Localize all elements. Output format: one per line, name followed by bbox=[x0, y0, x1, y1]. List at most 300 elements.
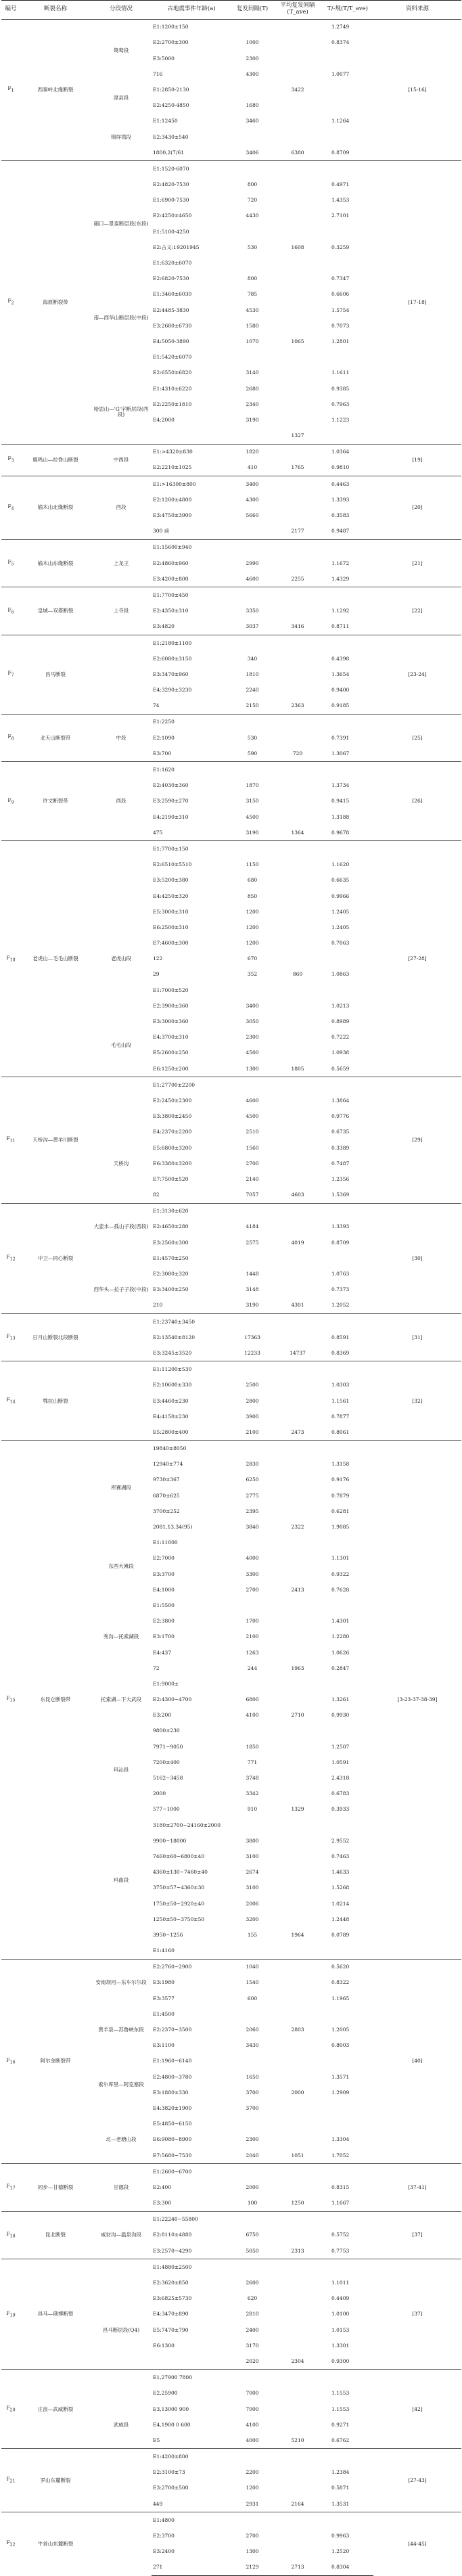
data-source: [40] bbox=[373, 1959, 461, 2163]
recurrence-interval: 2340 bbox=[246, 401, 259, 407]
segment-name bbox=[91, 2370, 152, 2401]
segment-name: 上龙王 bbox=[91, 539, 152, 587]
header-source: 资料来源 bbox=[373, 1, 461, 20]
mean-interval bbox=[273, 951, 322, 967]
event-age: 4360±130~7460±40 bbox=[153, 1869, 208, 1876]
recurrence-interval bbox=[231, 762, 273, 778]
interval-ratio bbox=[322, 1817, 373, 1833]
recurrence-interval: 3400 bbox=[231, 476, 273, 492]
table-row bbox=[1, 161, 461, 177]
segment-name bbox=[91, 161, 152, 193]
interval-ratio: 0.3583 bbox=[331, 512, 350, 518]
segment-name: 西华头—拉子子段(中段) bbox=[93, 1286, 149, 1293]
mean-interval bbox=[273, 1378, 322, 1393]
table-row bbox=[1, 539, 461, 556]
segment-name: 玛曲段 bbox=[113, 1876, 129, 1883]
table-row bbox=[1, 476, 461, 492]
mean-interval bbox=[273, 1551, 322, 1566]
event-age: E1:7700±150 bbox=[152, 841, 231, 857]
event-age: E2:4820-7530 bbox=[153, 181, 189, 188]
recurrence-interval: 6250 bbox=[246, 1476, 259, 1483]
fault-id: $F_{13}$ bbox=[1, 1313, 20, 1361]
interval-ratio: 1.2356 bbox=[331, 1175, 350, 1182]
mean-interval: 2304 bbox=[291, 2357, 304, 2364]
recurrence-interval: 1200 bbox=[246, 924, 259, 930]
mean-interval bbox=[273, 1330, 322, 1345]
interval-ratio: 1.4329 bbox=[331, 575, 350, 582]
interval-ratio: 0.9963 bbox=[331, 2533, 350, 2539]
event-age: E2:4800~3780 bbox=[153, 2073, 192, 2080]
table-row bbox=[1, 2211, 461, 2228]
event-age: E2:1090 bbox=[153, 734, 175, 741]
mean-interval: 1065 bbox=[291, 338, 304, 344]
recurrence-interval: 2060 bbox=[246, 2027, 259, 2033]
event-age: E1:>4320±830 bbox=[152, 444, 231, 460]
recurrence-interval: 3037 bbox=[246, 623, 259, 630]
event-age: E1:4570±250 bbox=[153, 1255, 189, 1261]
fault-name: 牛首山东麓断裂 bbox=[20, 2512, 91, 2576]
recurrence-interval: 4300 bbox=[246, 70, 259, 77]
mean-interval: 4301 bbox=[291, 1302, 304, 1309]
mean-interval: 1963 bbox=[291, 1665, 304, 1671]
recurrence-interval: 352 bbox=[247, 971, 258, 978]
recurrence-interval: 3400 bbox=[246, 1002, 259, 1009]
recurrence-interval: 3748 bbox=[246, 1775, 259, 1781]
fault-id-subscript: 6 bbox=[11, 610, 14, 615]
interval-ratio bbox=[322, 1203, 373, 1219]
event-age: E3:1880±330 bbox=[153, 2089, 189, 2096]
recurrence-interval bbox=[231, 1441, 273, 1457]
event-age: E2:6550±6820 bbox=[153, 369, 192, 376]
event-age: E5:6800±3200 bbox=[153, 1144, 192, 1151]
recurrence-interval: 3840 bbox=[246, 1524, 259, 1530]
mean-interval bbox=[273, 1393, 322, 1409]
event-age: E2:3100±73 bbox=[153, 2469, 185, 2476]
event-age bbox=[152, 2353, 231, 2370]
interval-ratio bbox=[322, 1723, 373, 1739]
interval-ratio: 0.8003 bbox=[331, 2042, 350, 2049]
interval-ratio bbox=[322, 2259, 373, 2276]
recurrence-interval bbox=[231, 1676, 273, 1692]
mean-interval bbox=[273, 2132, 322, 2148]
mean-interval bbox=[273, 1629, 322, 1645]
interval-ratio: 1.3531 bbox=[331, 2500, 350, 2507]
event-age: E6:1300 bbox=[153, 2342, 175, 2349]
fault-name: 天桥沟—黄羊川断裂 bbox=[20, 1077, 91, 1204]
segment-name: 东西大滩段 bbox=[108, 1562, 134, 1569]
recurrence-interval: 155 bbox=[247, 1931, 258, 1938]
interval-ratio: 0.7063 bbox=[331, 940, 350, 947]
event-age: E3:700 bbox=[153, 750, 172, 756]
segment-name: 甘德段 bbox=[91, 2164, 152, 2212]
event-age: E1:4310±6220 bbox=[153, 385, 192, 392]
event-age: E1:1520-6070 bbox=[152, 161, 231, 177]
recurrence-interval: 3050 bbox=[246, 1018, 259, 1024]
fault-id-subscript: 19 bbox=[9, 2313, 16, 2318]
recurrence-interval: 1560 bbox=[246, 1144, 259, 1151]
interval-ratio: 1.1301 bbox=[331, 1555, 350, 1562]
mean-interval bbox=[273, 476, 322, 492]
event-age: E1:4880±2500 bbox=[152, 2259, 231, 2276]
recurrence-interval: 3100 bbox=[246, 1853, 259, 1859]
event-age: E2:6080±3150 bbox=[153, 655, 192, 662]
interval-ratio: 0.5871 bbox=[331, 2485, 350, 2491]
mean-interval bbox=[273, 2481, 322, 2496]
table-row bbox=[1, 1959, 461, 1975]
mean-interval bbox=[273, 129, 322, 145]
mean-interval: 1051 bbox=[291, 2152, 304, 2159]
recurrence-interval: 3350 bbox=[246, 608, 259, 614]
mean-interval bbox=[273, 1313, 322, 1330]
recurrence-interval: 2395 bbox=[246, 1508, 259, 1514]
fault-id: $F_{18}$ bbox=[1, 2211, 20, 2259]
event-age: E3:2570~4290 bbox=[153, 2247, 192, 2254]
event-age: 74 bbox=[153, 702, 160, 709]
recurrence-interval: 3700 bbox=[246, 2104, 259, 2111]
mean-interval: 14737 bbox=[290, 1349, 306, 1356]
recurrence-interval: 4530 bbox=[246, 307, 259, 313]
event-age: 9730±367 bbox=[153, 1476, 180, 1483]
recurrence-interval bbox=[231, 349, 273, 365]
fault-id: $F_1$ bbox=[1, 19, 20, 161]
event-age: 6870±625 bbox=[153, 1492, 180, 1499]
fault-id: $F_6$ bbox=[1, 587, 20, 635]
event-age: 19840±8050 bbox=[152, 1441, 231, 1457]
recurrence-interval bbox=[231, 1313, 273, 1330]
event-age: E3:2680±6730 bbox=[153, 322, 192, 329]
recurrence-interval: 4184 bbox=[246, 1223, 259, 1230]
event-age: E3:4460±230 bbox=[153, 1397, 189, 1404]
mean-interval bbox=[273, 2417, 322, 2433]
mean-interval: 1364 bbox=[291, 829, 304, 836]
mean-interval bbox=[273, 1441, 322, 1457]
recurrence-interval bbox=[231, 1598, 273, 1613]
mean-interval bbox=[273, 365, 322, 381]
segment-name bbox=[91, 2259, 152, 2291]
mean-interval: 2710 bbox=[291, 1712, 304, 1719]
event-age: E2:2210±1025 bbox=[153, 464, 192, 471]
recurrence-interval: 340 bbox=[247, 655, 258, 662]
event-age: E2:2760~2900 bbox=[152, 1959, 231, 1975]
mean-interval bbox=[273, 1140, 322, 1156]
data-source: [37] bbox=[373, 2211, 461, 2259]
interval-ratio: 0.9300 bbox=[331, 2357, 350, 2364]
recurrence-interval: 2400 bbox=[246, 2326, 259, 2333]
fault-name: 日月山断裂北段断裂 bbox=[20, 1313, 91, 1361]
fault-name: 鹿鸣山—拉脊山断裂 bbox=[20, 444, 91, 476]
mean-interval bbox=[273, 412, 322, 428]
recurrence-interval: 3190 bbox=[246, 416, 259, 423]
mean-interval bbox=[273, 193, 322, 208]
event-age: E1:2850-2130 bbox=[153, 86, 189, 93]
interval-ratio: 0.9385 bbox=[331, 385, 350, 392]
mean-interval bbox=[273, 2338, 322, 2353]
recurrence-interval: 4100 bbox=[246, 1712, 259, 1719]
event-age: E1:5420±6070 bbox=[153, 354, 192, 361]
mean-interval bbox=[273, 998, 322, 1014]
interval-ratio: 1.3188 bbox=[331, 813, 350, 820]
recurrence-interval: 3342 bbox=[246, 1790, 259, 1797]
fault-id: $F_5$ bbox=[1, 539, 20, 587]
recurrence-interval: 7000 bbox=[246, 2405, 259, 2412]
mean-interval bbox=[273, 1912, 322, 1927]
event-age: 3700±252 bbox=[153, 1508, 180, 1514]
mean-interval bbox=[273, 2544, 322, 2560]
event-age: E2:4860±960 bbox=[153, 560, 189, 566]
recurrence-interval: 1200 bbox=[246, 2485, 259, 2491]
recurrence-interval: 850 bbox=[247, 892, 258, 899]
recurrence-interval: 800 bbox=[247, 181, 258, 188]
mean-interval bbox=[273, 1409, 322, 1424]
table-body bbox=[1, 19, 461, 2575]
mean-interval bbox=[273, 587, 322, 604]
mean-interval bbox=[273, 1171, 322, 1187]
interval-ratio: 1.0938 bbox=[331, 1049, 350, 1056]
mean-interval: 4603 bbox=[291, 1192, 304, 1198]
interval-ratio: 0.9810 bbox=[331, 464, 350, 471]
event-age: 3180±2700~24160±2000 bbox=[153, 1822, 221, 1828]
interval-ratio bbox=[322, 714, 373, 730]
mean-interval bbox=[273, 539, 322, 556]
segment-name: 西段 bbox=[91, 476, 152, 539]
interval-ratio: 0.9415 bbox=[331, 798, 350, 805]
recurrence-interval: 2006 bbox=[246, 1900, 259, 1907]
event-age: E3:3800±2450 bbox=[153, 1113, 192, 1120]
mean-interval bbox=[273, 1786, 322, 1802]
fault-id-subscript: 15 bbox=[9, 1698, 16, 1703]
event-age: E7:4600±300 bbox=[153, 940, 189, 947]
segment-name: 玛沁段 bbox=[113, 1767, 129, 1773]
fault-name: 皇城—双塔断裂 bbox=[20, 587, 91, 635]
mean-interval bbox=[273, 904, 322, 920]
recurrence-interval: 2150 bbox=[246, 702, 259, 709]
event-age: E1:4200±800 bbox=[152, 2449, 231, 2465]
interval-ratio: 1.3304 bbox=[331, 2136, 350, 2143]
mean-interval bbox=[273, 2054, 322, 2069]
segment-name: 南—西华山断层段(中段) bbox=[93, 315, 149, 321]
fault-id: $F_7$ bbox=[1, 635, 20, 714]
interval-ratio: 1.2909 bbox=[331, 2089, 350, 2096]
fault-name: 东昆仑断裂带 bbox=[20, 1441, 91, 1959]
data-source: [27-43] bbox=[373, 2449, 461, 2512]
mean-interval bbox=[273, 1457, 322, 1472]
recurrence-interval: 2140 bbox=[246, 1175, 259, 1182]
event-age: E6:9080~8900 bbox=[153, 2136, 192, 2143]
event-age: E5:2800±400 bbox=[153, 1428, 189, 1435]
interval-ratio bbox=[322, 1313, 373, 1330]
recurrence-interval: 2129 bbox=[231, 2560, 273, 2576]
interval-ratio bbox=[322, 428, 373, 444]
recurrence-interval bbox=[231, 1250, 273, 1266]
event-age: E1:>16300±800 bbox=[152, 476, 231, 492]
event-age: E3:4820 bbox=[153, 623, 175, 630]
fault-name: 中卫—同心断裂 bbox=[20, 1203, 91, 1313]
event-age: E2:3430±540 bbox=[153, 133, 189, 140]
fault-id-subscript: 5 bbox=[11, 562, 14, 567]
interval-ratio: 1.1553 bbox=[331, 2390, 350, 2397]
mean-interval: 720 bbox=[292, 750, 303, 756]
recurrence-interval bbox=[231, 82, 273, 97]
interval-ratio: 0.9930 bbox=[331, 1712, 350, 1719]
segment-name bbox=[91, 982, 152, 1014]
mean-interval bbox=[273, 1755, 322, 1770]
event-age: E7:5680~7530 bbox=[153, 2152, 192, 2159]
recurrence-interval: 2300 bbox=[246, 1034, 259, 1041]
event-age bbox=[152, 428, 231, 444]
interval-ratio: 0.6735 bbox=[331, 1129, 350, 1135]
event-age: E3:3700 bbox=[153, 1571, 175, 1577]
segment-name: 西段 bbox=[91, 762, 152, 841]
mean-interval bbox=[273, 66, 322, 82]
mean-interval bbox=[273, 1849, 322, 1864]
interval-ratio: 1.2280 bbox=[331, 1633, 350, 1640]
mean-interval bbox=[273, 1613, 322, 1629]
event-age: E2,25900 bbox=[153, 2390, 178, 2397]
recurrence-interval bbox=[231, 19, 273, 35]
interval-ratio: 0.8304 bbox=[322, 2560, 373, 2576]
interval-ratio: 1.2005 bbox=[331, 2027, 350, 2033]
segment-name: 昌马断层段(Q4) bbox=[102, 2326, 140, 2333]
mean-interval bbox=[273, 1692, 322, 1707]
recurrence-interval: 4000 bbox=[246, 1555, 259, 1562]
fault-id-subscript: 18 bbox=[9, 2234, 16, 2239]
interval-ratio: 1.0863 bbox=[331, 971, 350, 978]
mean-interval bbox=[273, 2401, 322, 2417]
mean-interval bbox=[273, 1030, 322, 1045]
event-age: E5:7470±790 bbox=[153, 2326, 189, 2333]
mean-interval bbox=[273, 2370, 322, 2386]
interval-ratio: 0.5659 bbox=[331, 1065, 350, 1072]
mean-interval bbox=[273, 1991, 322, 2006]
mean-interval: 2473 bbox=[291, 1428, 304, 1435]
mean-interval bbox=[273, 255, 322, 271]
interval-ratio: 0.8711 bbox=[331, 623, 350, 630]
recurrence-interval: 1700 bbox=[246, 1618, 259, 1625]
mean-interval bbox=[273, 1014, 322, 1029]
interval-ratio: 1.4633 bbox=[331, 1869, 350, 1876]
header-no: 编号 bbox=[1, 1, 20, 20]
event-age: E2:3080±320 bbox=[153, 1271, 189, 1277]
recurrence-interval: 1263 bbox=[246, 1649, 259, 1656]
interval-ratio: 1.1223 bbox=[331, 416, 350, 423]
recurrence-interval: 2300 bbox=[246, 55, 259, 62]
mean-interval bbox=[273, 841, 322, 857]
segment-name bbox=[91, 2512, 152, 2576]
event-age: E3:1700 bbox=[153, 1633, 175, 1640]
interval-ratio: 0.8061 bbox=[331, 1428, 350, 1435]
interval-ratio: 0.9966 bbox=[331, 892, 350, 899]
interval-ratio: 1.3261 bbox=[331, 1696, 350, 1703]
recurrence-interval: 4500 bbox=[246, 813, 259, 820]
data-source: [3-23-37-38-39] bbox=[373, 1441, 461, 1959]
event-age: 475 bbox=[153, 829, 163, 836]
segment-name: 北—老塘山段 bbox=[106, 2136, 137, 2143]
fault-name: 西秦岭北缘断裂 bbox=[20, 19, 91, 161]
interval-ratio: 0.7487 bbox=[331, 1160, 350, 1167]
interval-ratio bbox=[322, 1077, 373, 1093]
event-age: E2:4300~4700 bbox=[153, 1696, 192, 1703]
recurrence-interval bbox=[231, 1203, 273, 1219]
event-age: 72 bbox=[153, 1665, 160, 1671]
mean-interval: 1250 bbox=[291, 2200, 304, 2207]
mean-interval bbox=[273, 1975, 322, 1991]
data-source: [37-41] bbox=[373, 2164, 461, 2212]
mean-interval bbox=[273, 1959, 322, 1975]
mean-interval bbox=[273, 2465, 322, 2481]
fault-id: $F_4$ bbox=[1, 476, 20, 539]
interval-ratio: 1.3571 bbox=[331, 2073, 350, 2080]
fault-name: 榆木山北缘断裂 bbox=[20, 476, 91, 539]
fault-id: $F_{10}$ bbox=[1, 841, 20, 1077]
mean-interval bbox=[273, 2528, 322, 2544]
header-segment: 分段情况 bbox=[91, 1, 152, 20]
interval-ratio: 1.2405 bbox=[331, 924, 350, 930]
recurrence-interval bbox=[231, 1535, 273, 1551]
fault-id: $F_{20}$ bbox=[1, 2370, 20, 2449]
interval-ratio: 1.5754 bbox=[331, 307, 350, 313]
mean-interval: 2313 bbox=[291, 2247, 304, 2254]
event-age: E1:6900-7530 bbox=[153, 197, 189, 204]
interval-ratio: 1.2507 bbox=[331, 1743, 350, 1750]
interval-ratio: 0.4463 bbox=[322, 476, 373, 492]
interval-ratio bbox=[322, 1361, 373, 1378]
event-age: E2:4030±360 bbox=[153, 782, 189, 789]
mean-interval bbox=[273, 381, 322, 397]
event-age: 82 bbox=[153, 1192, 160, 1198]
event-age: E1:9000± bbox=[153, 1680, 179, 1687]
fault-id: $F_{22}$ bbox=[1, 2512, 20, 2576]
recurrence-interval: 3300 bbox=[246, 1571, 259, 1577]
event-age: E1:15600±940 bbox=[152, 539, 231, 556]
table-row bbox=[1, 2512, 461, 2529]
mean-interval: 1327 bbox=[291, 432, 304, 439]
recurrence-interval: 2510 bbox=[246, 1129, 259, 1135]
segment-name: 大壶水—孤山子段(西段) bbox=[91, 1203, 152, 1250]
recurrence-interval bbox=[231, 2512, 273, 2529]
interval-ratio: 0.5620 bbox=[322, 1959, 373, 1975]
event-age: E3,13000 900 bbox=[153, 2405, 189, 2412]
interval-ratio bbox=[322, 2370, 373, 2386]
interval-ratio bbox=[322, 2100, 373, 2116]
event-age: 7460±60~6800±40 bbox=[153, 1853, 205, 1859]
interval-ratio: 0.9176 bbox=[331, 1476, 350, 1483]
event-age: E1:3130±620 bbox=[152, 1203, 231, 1219]
event-age: 300 前 bbox=[153, 528, 170, 535]
fault-name: 罗山东麓断裂 bbox=[20, 2449, 91, 2512]
mean-interval bbox=[273, 1045, 322, 1061]
event-age: 2000 bbox=[153, 1790, 166, 1797]
recurrence-interval: 7000 bbox=[246, 2390, 259, 2397]
mean-interval bbox=[273, 2512, 322, 2529]
table-row bbox=[1, 1077, 461, 1093]
recurrence-interval: 2674 bbox=[246, 1869, 259, 1876]
recurrence-interval: 1150 bbox=[246, 861, 259, 868]
mean-interval bbox=[273, 287, 322, 302]
event-age: 577~1000 bbox=[153, 1806, 180, 1813]
recurrence-interval: 3800 bbox=[246, 1837, 259, 1844]
recurrence-interval: 530 bbox=[247, 244, 258, 250]
event-age: E3:4200±800 bbox=[153, 575, 189, 582]
recurrence-interval: 1810 bbox=[246, 671, 259, 677]
mean-interval bbox=[273, 556, 322, 571]
recurrence-interval: 410 bbox=[247, 464, 258, 471]
segment-name bbox=[91, 635, 152, 714]
mean-interval bbox=[273, 51, 322, 66]
mean-interval bbox=[273, 161, 322, 177]
segment-name bbox=[91, 1361, 152, 1441]
interval-ratio: 0.8989 bbox=[331, 1018, 350, 1024]
mean-interval bbox=[273, 1645, 322, 1660]
